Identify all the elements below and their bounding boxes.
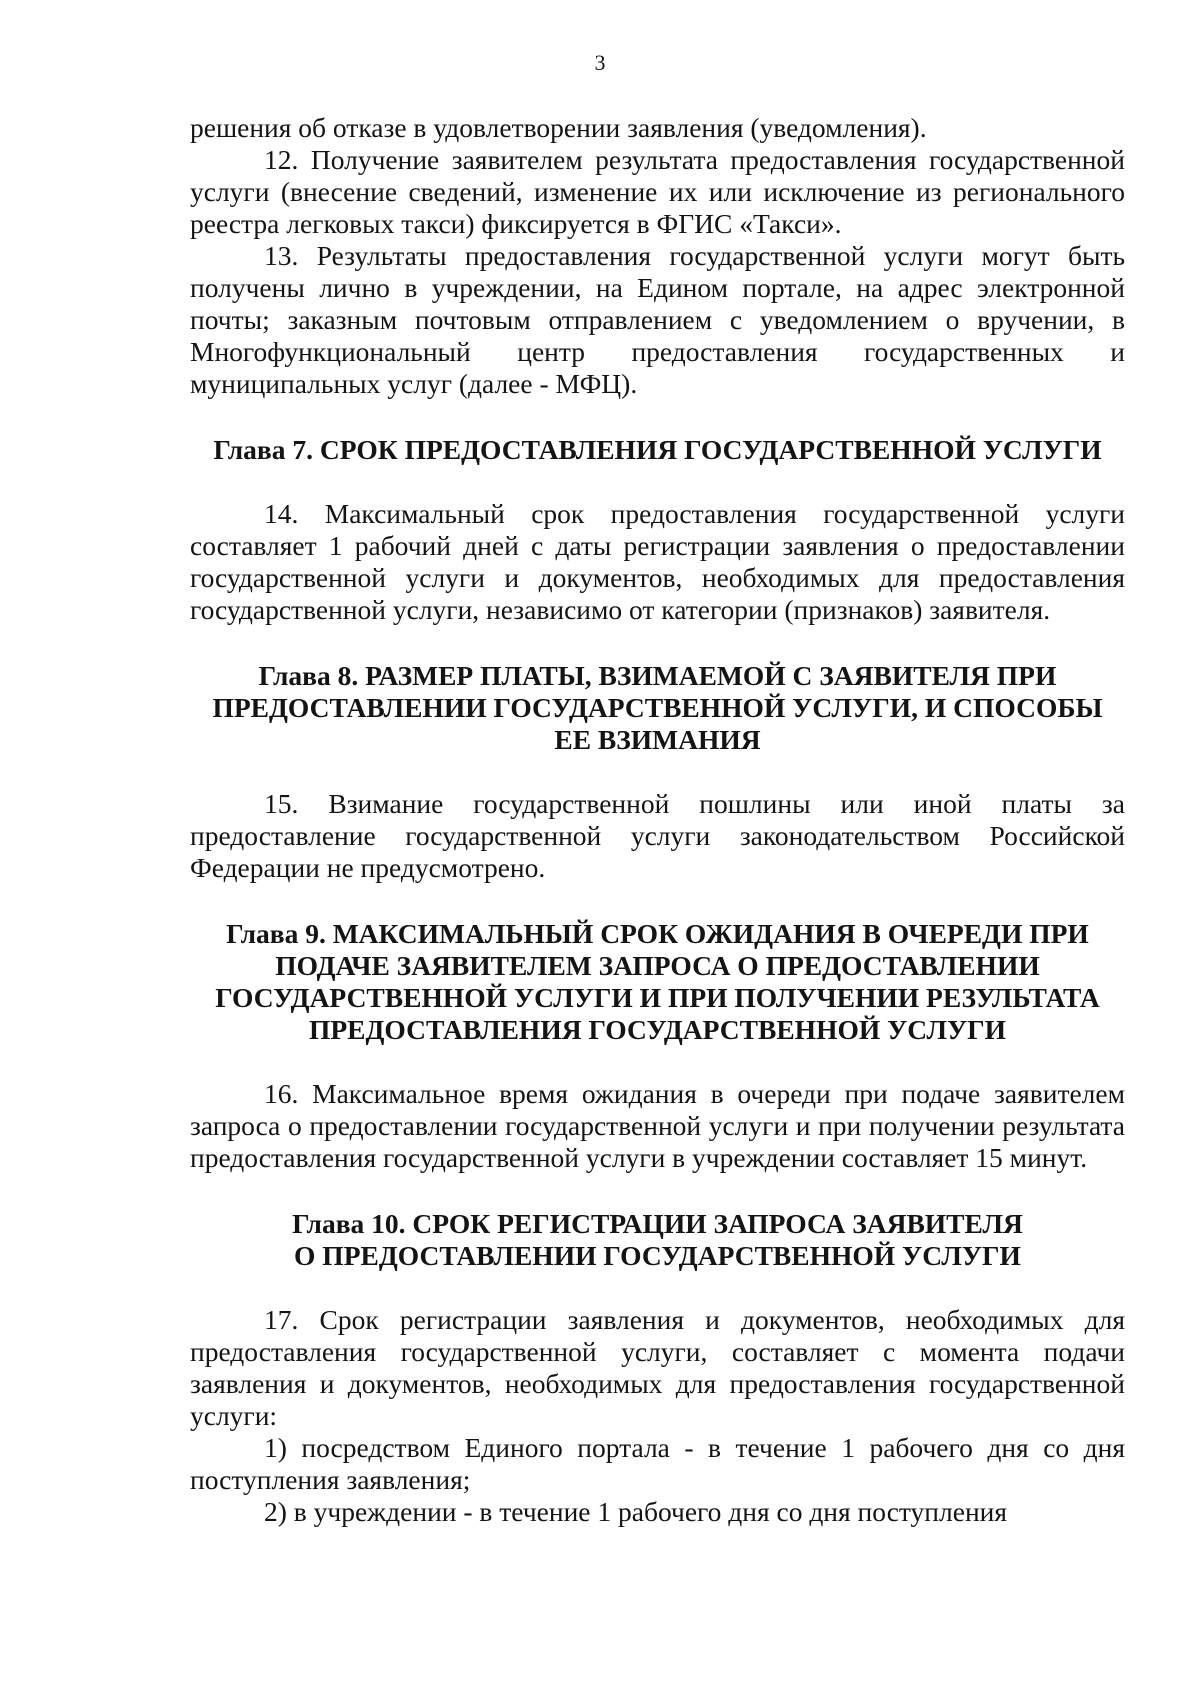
chapter-8-heading xyxy=(190,660,1125,756)
page-number: 3 xyxy=(594,50,606,75)
chapter-8-heading-line-1: Глава 8. РАЗМЕР ПЛАТЫ, ВЗИМАЕМОЙ С ЗАЯВИТЕЛЯ ПРИ xyxy=(258,660,1057,691)
chapter-8-heading-line-3: ЕЕ ВЗИМАНИЯ xyxy=(554,724,761,755)
paragraph-17-item-1: 1) посредством Единого портала - в течение 1 рабочего дня со дня поступления заявления; xyxy=(190,1432,1125,1495)
paragraph-15: 15. Взимание государственной пошлины или иной платы за предоставление государственной услуги законодательством Российской Федерации не предусмотрено. xyxy=(190,788,1125,883)
chapter-8-heading-line-2: ПРЕДОСТАВЛЕНИИ ГОСУДАРСТВЕННОЙ УСЛУГИ, И СПОСОБЫ xyxy=(212,692,1103,723)
chapter-9-heading-line-2: ПОДАЧЕ ЗАЯВИТЕЛЕМ ЗАПРОСА О ПРЕДОСТАВЛЕНИИ xyxy=(275,950,1040,981)
chapter-9-heading-line-1: Глава 9. МАКСИМАЛЬНЫЙ СРОК ОЖИДАНИЯ В ОЧЕРЕДИ ПРИ xyxy=(226,918,1089,949)
chapter-9-heading-line-4: ПРЕДОСТАВЛЕНИЯ ГОСУДАРСТВЕННОЙ УСЛУГИ xyxy=(308,1014,1007,1045)
paragraph-17: 17. Срок регистрации заявления и документов, необходимых для предоставления государственной услуги, составляет с момента подачи заявления и документов, необходимых для предоставления государственной услуги: xyxy=(190,1304,1125,1431)
chapter-10-heading-line-2: О ПРЕДОСТАВЛЕНИИ ГОСУДАРСТВЕННОЙ УСЛУГИ xyxy=(294,1240,1021,1271)
paragraph-17-item-2: 2) в учреждении - в течение 1 рабочего дня со дня поступления xyxy=(264,1496,1008,1527)
chapter-10-heading-line-1: Глава 10. СРОК РЕГИСТРАЦИИ ЗАПРОСА ЗАЯВИТЕЛЯ xyxy=(292,1208,1023,1239)
paragraph-12: 12. Получение заявителем результата предоставления государственной услуги (внесение сведений, изменение их или исключение из регионального реестра легковых такси) фиксируется в ФГИС «Такси». xyxy=(190,144,1125,239)
chapter-9-heading xyxy=(190,918,1125,1046)
chapter-7-heading: Глава 7. СРОК ПРЕДОСТАВЛЕНИЯ ГОСУДАРСТВЕННОЙ УСЛУГИ xyxy=(213,434,1102,465)
document-body xyxy=(190,112,1125,1528)
paragraph-11-continuation: решения об отказе в удовлетворении заявления (уведомления). xyxy=(190,112,927,143)
chapter-10-heading xyxy=(190,1208,1125,1272)
paragraph-14: 14. Максимальный срок предоставления государственной услуги составляет 1 рабочий дней с даты регистрации заявления о предоставлении государственной услуги и документов, необходимых для предоставления государственной услуги, независимо от категории (признаков) заявителя. xyxy=(190,498,1125,625)
paragraph-13: 13. Результаты предоставления государственной услуги могут быть получены лично в учреждении, на Едином портале, на адрес электронной почты; заказным почтовым отправлением с уведомлением о вручении, в Многофункциональный центр предоставления государственных и муниципальных услуг (далее - МФЦ). xyxy=(190,240,1125,399)
paragraph-16: 16. Максимальное время ожидания в очереди при подаче заявителем запроса о предоставлении государственной услуги и при получении результата предоставления государственной услуги в учреждении составляет 15 минут. xyxy=(190,1078,1125,1173)
chapter-9-heading-line-3: ГОСУДАРСТВЕННОЙ УСЛУГИ И ПРИ ПОЛУЧЕНИИ РЕЗУЛЬТАТА xyxy=(215,982,1100,1013)
